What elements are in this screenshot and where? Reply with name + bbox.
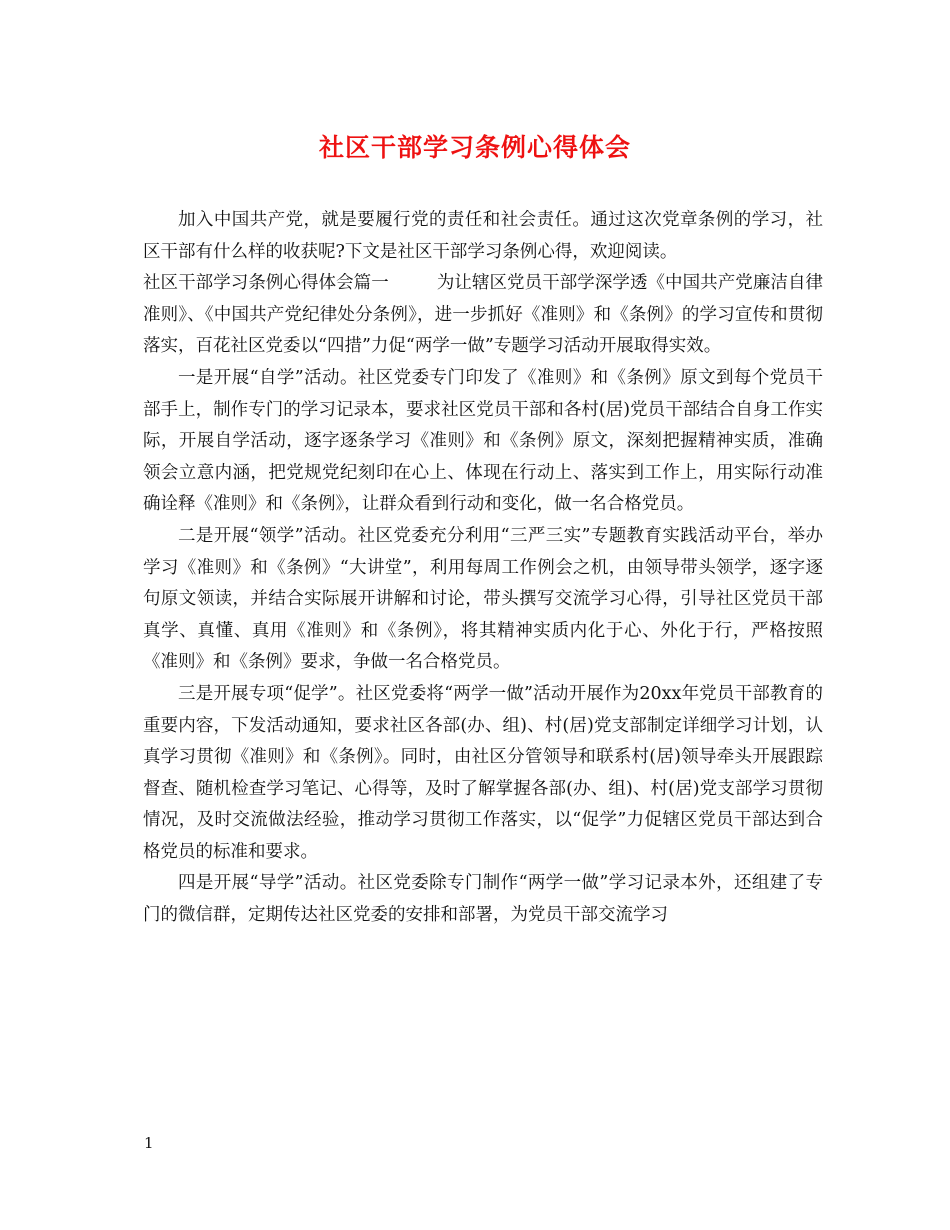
document-body: [143, 205, 823, 932]
intro-paragraph: 加入中国共产党，就是要履行党的责任和社会责任。通过这次党章条例的学习，社区干部有什么样的收获呢?下文是社区干部学习条例心得，欢迎阅读。: [143, 210, 823, 262]
section-lead: 为让辖区党员干部学深学透《中国共产党廉洁自律准则》、《中国共产党纪律处分条例》，进一步抓好《准则》和《条例》的学习宣传和贯彻落实，百花社区党委以“四措”力促“两学一做”专题学习活动开展取得实效。: [143, 273, 824, 357]
page-number: 1: [144, 1134, 154, 1152]
page-title: 社区干部学习条例心得体会: [318, 133, 631, 162]
section-paragraph: [143, 268, 823, 363]
body-paragraph-led-study: 二是开展“领学”活动。社区党委充分利用“三严三实”专题教育实践活动平台，举办学习《准则》和《条例》“大讲堂”，利用每周工作例会之机，由领导带头领学，逐字逐句原文领读，并结合实际展开讲解和讨论，带头撰写交流学习心得，引导社区党员干部真学、真懂、真用《准则》和《条例》，将其精神实质内化于心、外化于行，严格按照《准则》和《条例》要求，争做一名合格党员。: [143, 525, 823, 673]
section-heading: 社区干部学习条例心得体会篇一: [143, 273, 389, 294]
body-paragraph-self-study: 一是开展“自学”活动。社区党委专门印发了《准则》和《条例》原文到每个党员干部手上，制作专门的学习记录本，要求社区党员干部和各村(居)党员干部结合自身工作实际，开展自学活动，逐字逐条学习《准则》和《条例》原文，深刻把握精神实质，准确领会立意内涵，把党规党纪刻印在心上、体现在行动上、落实到工作上，用实际行动准确诠释《准则》和《条例》，让群众看到行动和变化，做一名合格党员。: [143, 367, 823, 515]
body-paragraph-promote-study: 三是开展专项“促学”。社区党委将“两学一做”活动开展作为20xx年党员干部教育的重要内容，下发活动通知，要求社区各部(办、组)、村(居)党支部制定详细学习计划，认真学习贯彻《准则》和《条例》。同时，由社区分管领导和联系村(居)领导牵头开展跟踪督查、随机检查学习笔记、心得等，及时了解掌握各部(办、组)、村(居)党支部学习贯彻情况，及时交流做法经验，推动学习贯彻工作落实，以“促学”力促辖区党员干部达到合格党员的标准和要求。: [143, 683, 823, 862]
body-paragraph-guided-study: 四是开展“导学”活动。社区党委除专门制作“两学一做”学习记录本外，还组建了专门的微信群，定期传达社区党委的安排和部署，为党员干部交流学习: [143, 873, 823, 926]
